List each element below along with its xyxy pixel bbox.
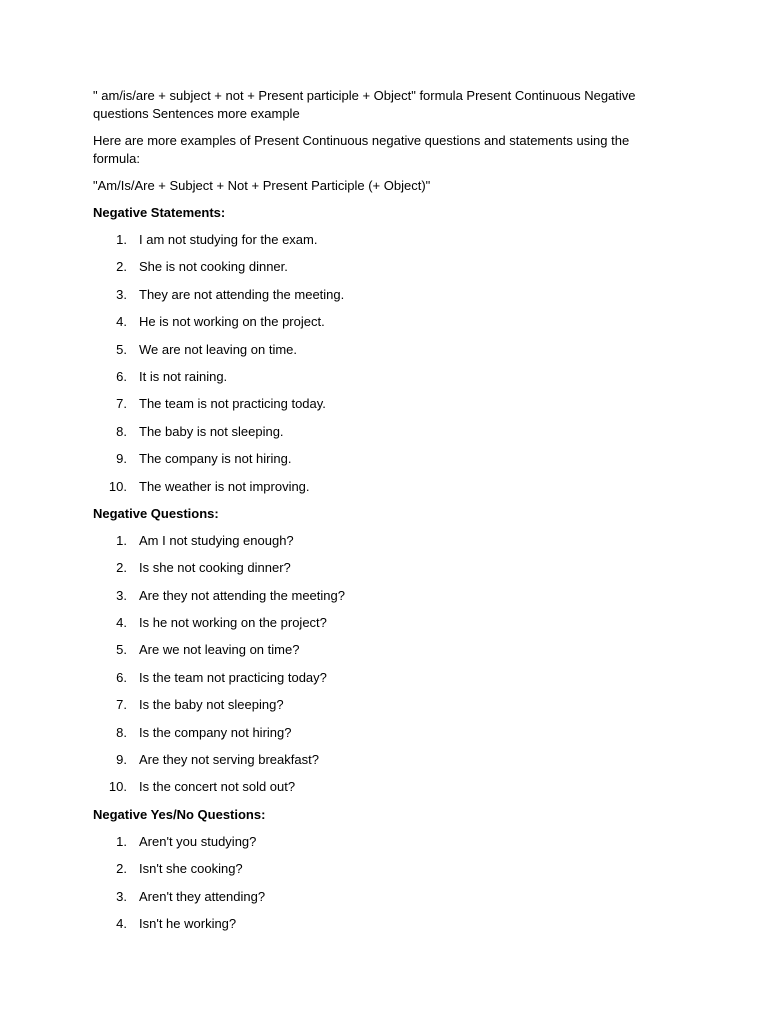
list-text: The company is not hiring. [139,451,292,467]
list-number: 7. [116,396,127,412]
list-item [93,860,673,887]
list-text: The team is not practicing today. [139,396,326,412]
list-text: Are they not serving breakfast? [139,752,319,768]
list-number: 1. [116,232,127,247]
list-number: 5. [116,341,127,357]
list-item [93,751,673,778]
list-text: She is not cooking dinner. [139,259,288,275]
list-text: Isn't he working? [139,915,237,931]
list-number: 4. [116,915,127,931]
list-number: 9. [116,752,127,768]
statements-list [93,231,673,505]
list-number: 1. [116,532,127,548]
list-item [93,478,673,505]
section-heading-statements: Negative Statements: [93,205,226,220]
list-number: 8. [116,423,127,439]
list-text: Is the team not practicing today? [139,669,327,685]
list-number: 3. [116,587,127,603]
list-text: Aren't you studying? [139,833,257,849]
list-text: We are not leaving on time. [139,341,298,357]
list-item [93,888,673,915]
list-item [93,395,673,422]
list-number: 2. [116,861,127,877]
list-number: 10. [108,779,127,795]
list-item [93,641,673,668]
list-item [93,341,673,368]
list-text: I am not studying for the exam. [139,232,318,247]
list-item [93,450,673,477]
list-item [93,532,673,559]
list-item [93,368,673,395]
list-item [93,724,673,751]
list-number: 8. [116,724,127,740]
list-number: 9. [116,451,127,467]
title-line: " am/is/are + subject + not + Present participle + Object" formula Present Continuous Negative questions Sentences more example [93,88,636,121]
list-text: It is not raining. [139,368,228,384]
list-item [93,258,673,285]
list-text: Is the company not hiring? [139,724,292,740]
list-number: 1. [116,833,127,849]
list-text: Aren't they attending? [139,888,266,904]
section-heading-questions: Negative Questions: [93,505,219,521]
list-item [93,778,673,805]
document-page [93,87,673,942]
list-text: They are not attending the meeting. [139,286,345,302]
questions-list [93,532,673,806]
yes-no-list [93,833,673,943]
list-text: Is the baby not sleeping? [139,697,284,713]
list-item [93,696,673,723]
list-item [93,915,673,942]
list-text: Am I not studying enough? [139,532,294,548]
list-item [93,614,673,641]
list-item [93,231,673,258]
list-number: 2. [116,560,127,576]
list-number: 4. [116,615,127,631]
list-text: Isn't she cooking? [139,861,243,877]
list-text: Is he not working on the project? [139,615,327,631]
intro-paragraph: Here are more examples of Present Continuous negative questions and statements using the formula: [93,133,630,166]
list-item [93,587,673,614]
list-number: 4. [116,314,127,330]
list-item [93,833,673,860]
list-item [93,286,673,313]
list-number: 6. [116,368,127,384]
list-text: Are we not leaving on time? [139,642,300,658]
list-number: 7. [116,697,127,713]
list-text: The baby is not sleeping. [139,423,284,439]
list-text: He is not working on the project. [139,314,325,330]
list-number: 3. [116,286,127,302]
list-number: 5. [116,642,127,658]
list-number: 2. [116,259,127,275]
list-text: Is she not cooking dinner? [139,560,291,576]
list-number: 3. [116,888,127,904]
list-item [93,669,673,696]
list-text: Are they not attending the meeting? [139,587,345,603]
list-text: The weather is not improving. [139,478,310,494]
list-text: Is the concert not sold out? [139,779,296,795]
formula-line: "Am/Is/Are + Subject + Not + Present Participle (+ Object)" [93,178,431,193]
section-heading-yes-no: Negative Yes/No Questions: [93,806,266,822]
list-item [93,423,673,450]
list-item [93,313,673,340]
list-number: 10. [108,478,127,494]
list-item [93,559,673,586]
list-number: 6. [116,669,127,685]
